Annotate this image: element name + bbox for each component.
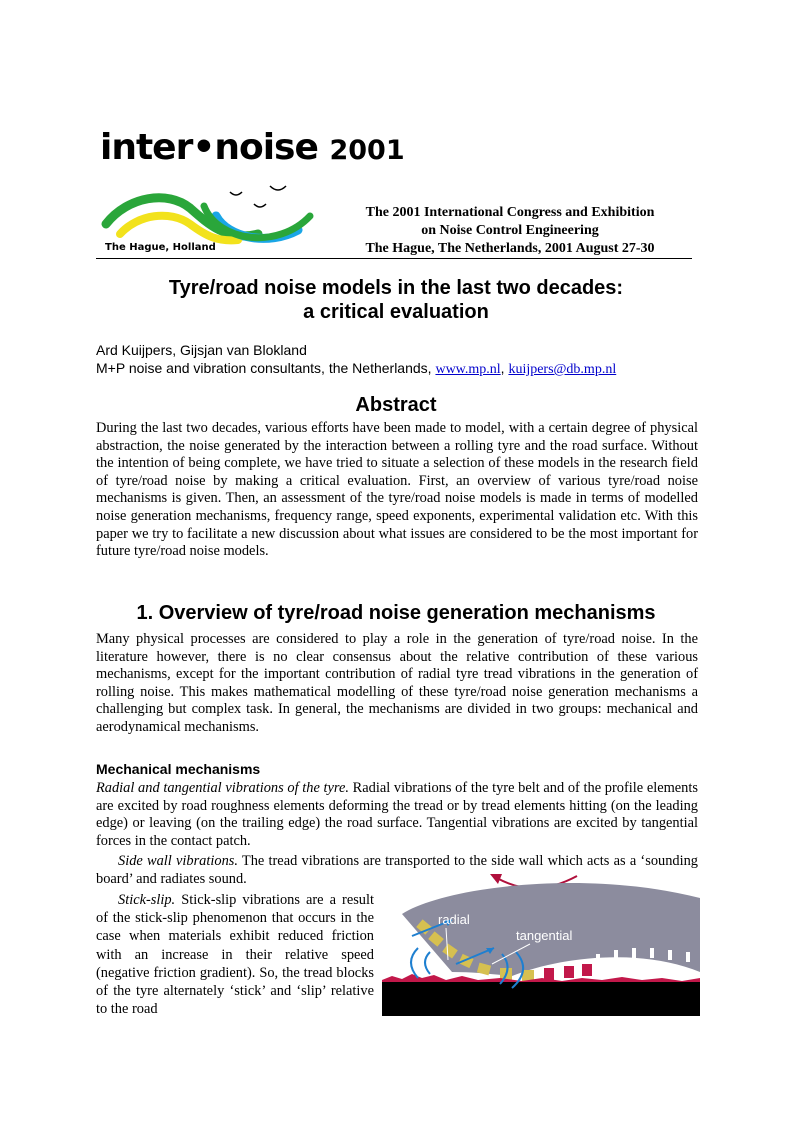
abstract-heading: Abstract	[355, 394, 437, 416]
label-radial: radial	[438, 912, 470, 927]
paper-title-line-1: Tyre/road noise models in the last two decades:	[168, 277, 624, 299]
affiliation: M+P noise and vibration consultants, the Netherlands,	[96, 360, 436, 376]
conference-line-1: The 2001 International Congress and Exhibition	[365, 205, 655, 220]
paper-title	[96, 276, 696, 324]
header-rule	[96, 258, 692, 259]
stick-slip-paragraph	[96, 891, 374, 1018]
section-1-text: Many physical processes are considered to play a role in the generation of tyre/road noise. In the literature however, there is no clear consensus about the relative contribution of these various mechanisms, except for the important contribution of radial tyre tread vibrations in the generation of rolling noise. This makes mathematical modelling of these tyre/road noise generation mechanisms a challenging but complex task. In general, the mechanisms are divided in two groups: mechanical and aerodynamical mechanisms.	[96, 631, 698, 735]
stick-slip-term: Stick-slip.	[118, 892, 176, 908]
link-separator: ,	[500, 360, 509, 376]
logo-title: inter•noise	[100, 127, 318, 168]
author-block	[96, 341, 616, 379]
authors: Ard Kuijpers, Gijsjan van Blokland	[96, 342, 307, 358]
logo-wave-graphic	[98, 176, 328, 248]
conference-header	[330, 204, 690, 258]
radial-paragraph	[96, 780, 698, 850]
logo-year: 2001	[329, 135, 405, 166]
section-1-heading: 1. Overview of tyre/road noise generation mechanisms	[136, 602, 656, 624]
conference-line-2: on Noise Control Engineering	[421, 223, 599, 238]
email-link[interactable]: kuijpers@db.mp.nl	[508, 362, 617, 377]
side-wall-text: The tread vibrations are transported to the side wall which acts as a ‘sounding board’ and radiates sound.	[96, 853, 698, 887]
road-surface	[382, 982, 700, 1016]
conference-line-3: The Hague, The Netherlands, 2001 August 27-30	[365, 241, 655, 256]
stick-slip-text: Stick-slip vibrations are a result of the stick-slip phenomenon that occurs in the case when materials exhibit reduced friction with an increase in their relative speed (negative friction gradient). So, the tread blocks of the tyre alternately ‘stick’ and ‘slip’ relative to the road	[96, 892, 374, 1018]
logo-wordmark	[100, 128, 405, 171]
side-wall-term: Side wall vibrations.	[118, 853, 238, 869]
affiliation-line	[96, 359, 616, 379]
tyre-road-figure	[382, 868, 700, 1020]
logo-place: The Hague, Holland	[105, 242, 216, 253]
radial-text: Radial vibrations of the tyre belt and of the profile elements are excited by road roughness elements deforming the tread or by tread elements hitting (on the leading edge) or leaving (on the trailing edge) the road surface. Tangential vibrations are excited by tangential forces in the contact patch.	[96, 780, 698, 849]
abstract-text: During the last two decades, various efforts have been made to model, with a certain degree of physical abstraction, the noise generated by the interaction between a rolling tyre and the road surface. Without the intention of being complete, we have tried to situate a selection of these models in the research field of tyre/road noise by making a critical evaluation. First, an overview of various tyre/road noise mechanisms is given. Then, an assessment of the tyre/road noise models is made in terms of modelled noise generation mechanisms, frequency range, speed exponents, experimental validation etc. With this paper we try to facilitate a new discussion about what issues are considered to be the most important for future tyre/road noise models.	[96, 420, 698, 560]
website-link[interactable]: www.mp.nl	[435, 362, 501, 377]
mechanical-heading: Mechanical mechanisms	[96, 761, 261, 777]
label-tangential: tangential	[516, 928, 573, 943]
paper-title-line-2: a critical evaluation	[303, 301, 489, 323]
radial-term: Radial and tangential vibrations of the tyre.	[96, 780, 349, 796]
